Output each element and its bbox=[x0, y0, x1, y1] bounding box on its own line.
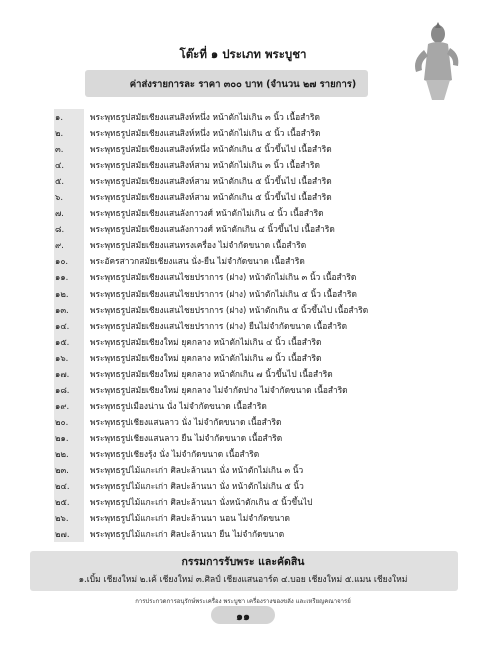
item-number: ๒. bbox=[55, 128, 64, 139]
item-number: ๖. bbox=[55, 192, 63, 203]
item-number: ๑๓. bbox=[55, 304, 69, 315]
item-number: ๑๕. bbox=[55, 336, 70, 347]
list-item bbox=[54, 286, 454, 302]
list-item bbox=[54, 462, 454, 478]
item-number: ๙. bbox=[55, 240, 64, 251]
item-text: พระพุทธรูปสมัยเชียงแสนสิงห์สาม หน้าตักเกิน ๕ นิ้วขึ้นไป เนื้อสำริด bbox=[90, 176, 332, 187]
list-item bbox=[54, 189, 454, 205]
item-text: พระพุทธรูปสมัยเชียงแสนไชยปราการ (ฝาง) ยืนไม่จำกัดขนาด เนื้อสำริด bbox=[90, 320, 348, 331]
item-text: พระพุทธรูปเชียงแสนลาว ยืน ไม่จำกัดขนาด เนื้อสำริด bbox=[90, 432, 283, 443]
list-item bbox=[54, 350, 454, 366]
list-item bbox=[54, 398, 454, 414]
item-number: ๑๘. bbox=[55, 384, 70, 395]
item-text: พระพุทธรูปสมัยเชียงแสนสิงห์สาม หน้าตักไม่เกิน ๓ นิ้ว เนื้อสำริด bbox=[90, 160, 320, 171]
item-text: พระพุทธรูปสมัยเชียงแสนไชยปราการ (ฝาง) หน้าตักไม่เกิน ๕ นิ้ว เนื้อสำริด bbox=[90, 288, 357, 299]
list-item bbox=[54, 269, 454, 285]
list-item bbox=[54, 526, 454, 542]
item-text: พระพุทธรูปสมัยเชียงใหม่ ยุคกลาง ไม่จำกัดปาง ไม่จำกัดขนาด เนื้อสำริด bbox=[90, 384, 348, 395]
item-text: พระพุทธรูปสมัยเชียงแสนไชยปราการ (ฝาง) หน้าตักเกิน ๕ นิ้วขึ้นไป เนื้อสำริด bbox=[90, 304, 369, 315]
list-item bbox=[54, 382, 454, 398]
list-item bbox=[54, 253, 454, 269]
committee-members: ๑.เบิ้ม เชียงใหม่ ๒.เค้ เชียงใหม่ ๓.ศิลป์ เชียงแสนอาร์ต ๔.บอย เชียงใหม่ ๕.แมน เชียงใหม่ bbox=[78, 575, 408, 585]
item-number: ๑. bbox=[55, 112, 63, 123]
item-number: ๒๖. bbox=[55, 513, 69, 524]
list-item bbox=[54, 318, 454, 334]
footer-caption: การประกวดการอนุรักษ์พระเครื่อง พระบูชา เครื่องรางของขลัง และเหรียญคณาจารย์ bbox=[135, 598, 351, 605]
item-number: ๑๗. bbox=[55, 368, 70, 379]
item-text: พระพุทธรูปไม้แกะเก่า ศิลปะล้านนา นั่ง หน้าตักไม่เกิน ๓ นิ้ว bbox=[90, 465, 304, 476]
item-text: พระพุทธรูปสมัยเชียงแสนสิงห์หนึ่ง หน้าตักไม่เกิน ๓ นิ้ว เนื้อสำริด bbox=[90, 112, 320, 123]
item-number: ๓. bbox=[55, 144, 64, 155]
list-item bbox=[54, 366, 454, 382]
item-number: ๒๐. bbox=[55, 416, 69, 427]
item-number: ๘. bbox=[55, 224, 65, 235]
item-number: ๕. bbox=[55, 176, 65, 187]
list-item bbox=[54, 334, 454, 350]
page-title: โต๊ะที่ ๑ ประเภท พระบูชา bbox=[179, 47, 307, 61]
item-number: ๑๖. bbox=[55, 352, 69, 363]
list-item bbox=[54, 205, 454, 221]
item-text: พระพุทธรูปเชียงรุ้ง นั่ง ไม่จำกัดขนาด เนื้อสำริด bbox=[90, 449, 260, 459]
list-item bbox=[54, 494, 454, 510]
item-text: พระพุทธรูปสมัยเชียงแสนสิงห์หนึ่ง หน้าตักเกิน ๕ นิ้วขึ้นไป เนื้อสำริด bbox=[90, 144, 332, 155]
item-number: ๒๓. bbox=[55, 465, 69, 476]
item-text: พระพุทธรูปสมัยเชียงแสนทรงเครื่อง ไม่จำกัดขนาด เนื้อสำริด bbox=[90, 240, 307, 251]
list-item bbox=[54, 221, 454, 237]
item-text: พระพุทธรูปเชียงแสนลาว นั่ง ไม่จำกัดขนาด เนื้อสำริด bbox=[90, 416, 282, 427]
item-text: พระพุทธรูปสมัยเชียงใหม่ ยุคกลาง หน้าตักไม่เกิน ๔ นิ้ว เนื้อสำริด bbox=[90, 336, 322, 347]
page-number: ๑๑ bbox=[236, 610, 250, 623]
item-text: พระพุทธรูปไม้แกะเก่า ศิลปะล้านนา ยืน ไม่จำกัดขนาด bbox=[90, 529, 285, 540]
list-item bbox=[54, 510, 454, 526]
item-text: พระพุทธรูปสมัยเชียงแสนไชยปราการ (ฝาง) หน้าตักไม่เกิน ๓ นิ้ว เนื้อสำริด bbox=[90, 272, 357, 283]
item-text: พระพุทธรูปไม้แกะเก่า ศิลปะล้านนา นั่งหน้าตักเกิน ๕ นิ้วขึ้นไป bbox=[90, 497, 313, 508]
item-text: พระอัครสาวกสมัยเชียงแสน นั่ง-ยืน ไม่จำกัดขนาด เนื้อสำริด bbox=[90, 256, 305, 267]
item-number: ๑๒. bbox=[55, 288, 69, 299]
list-item bbox=[54, 109, 454, 125]
item-number: ๔. bbox=[55, 160, 65, 171]
item-text: พระพุทธรูปเมืองน่าน นั่ง ไม่จำกัดขนาด เนื้อสำริด bbox=[90, 400, 267, 411]
list-item bbox=[54, 446, 454, 462]
list-item bbox=[54, 478, 454, 494]
item-number: ๑๙. bbox=[55, 400, 70, 411]
item-number: ๒๗. bbox=[55, 529, 70, 540]
list-item bbox=[54, 125, 454, 141]
list-item bbox=[54, 157, 454, 173]
item-number: ๑๔. bbox=[55, 320, 70, 331]
item-number: ๑๑. bbox=[55, 272, 69, 283]
committee-title: กรรมการรับพระ และคัดสิน bbox=[181, 556, 305, 568]
item-text: พระพุทธรูปสมัยเชียงแสนสิงห์หนึ่ง หน้าตักไม่เกิน ๕ นิ้ว เนื้อสำริด bbox=[90, 128, 321, 139]
item-list bbox=[54, 109, 454, 542]
list-item bbox=[54, 302, 454, 318]
item-number: ๒๔. bbox=[55, 481, 70, 492]
list-item bbox=[54, 430, 454, 446]
item-text: พระพุทธรูปไม้แกะเก่า ศิลปะล้านนา นั่ง หน้าตักไม่เกิน ๕ นิ้ว bbox=[90, 481, 304, 492]
list-item bbox=[54, 173, 454, 189]
item-number: ๗. bbox=[55, 208, 64, 219]
item-text: พระพุทธรูปสมัยเชียงใหม่ ยุคกลาง หน้าตักเกิน ๗ นิ้วขึ้นไป เนื้อสำริด bbox=[90, 368, 333, 379]
item-number: ๒๒. bbox=[55, 449, 69, 459]
list-item bbox=[54, 141, 454, 157]
list-item bbox=[54, 237, 454, 253]
item-text: พระพุทธรูปสมัยเชียงแสนลังกาวงศ์ หน้าตักไม่เกิน ๔ นิ้ว เนื้อสำริด bbox=[90, 208, 324, 219]
page-subtitle: ค่าส่งรายการละ ราคา ๓๐๐ บาท (จำนวน ๒๗ รายการ) bbox=[129, 79, 357, 90]
item-text: พระพุทธรูปสมัยเชียงแสนลังกาวงศ์ หน้าตักเกิน ๔ นิ้วขึ้นไป เนื้อสำริด bbox=[90, 224, 335, 235]
item-number: ๒๕. bbox=[55, 497, 70, 508]
list-item bbox=[54, 414, 454, 430]
item-text: พระพุทธรูปไม้แกะเก่า ศิลปะล้านนา นอน ไม่จำกัดขนาด bbox=[90, 513, 290, 524]
item-text: พระพุทธรูปสมัยเชียงใหม่ ยุคกลาง หน้าตักไม่เกิน ๗ นิ้ว เนื้อสำริด bbox=[90, 352, 322, 363]
item-text: พระพุทธรูปสมัยเชียงแสนสิงห์สาม หน้าตักเกิน ๕ นิ้วขึ้นไป เนื้อสำริด bbox=[90, 192, 332, 203]
item-number: ๒๑. bbox=[55, 432, 69, 443]
item-number: ๑๐. bbox=[55, 256, 69, 267]
